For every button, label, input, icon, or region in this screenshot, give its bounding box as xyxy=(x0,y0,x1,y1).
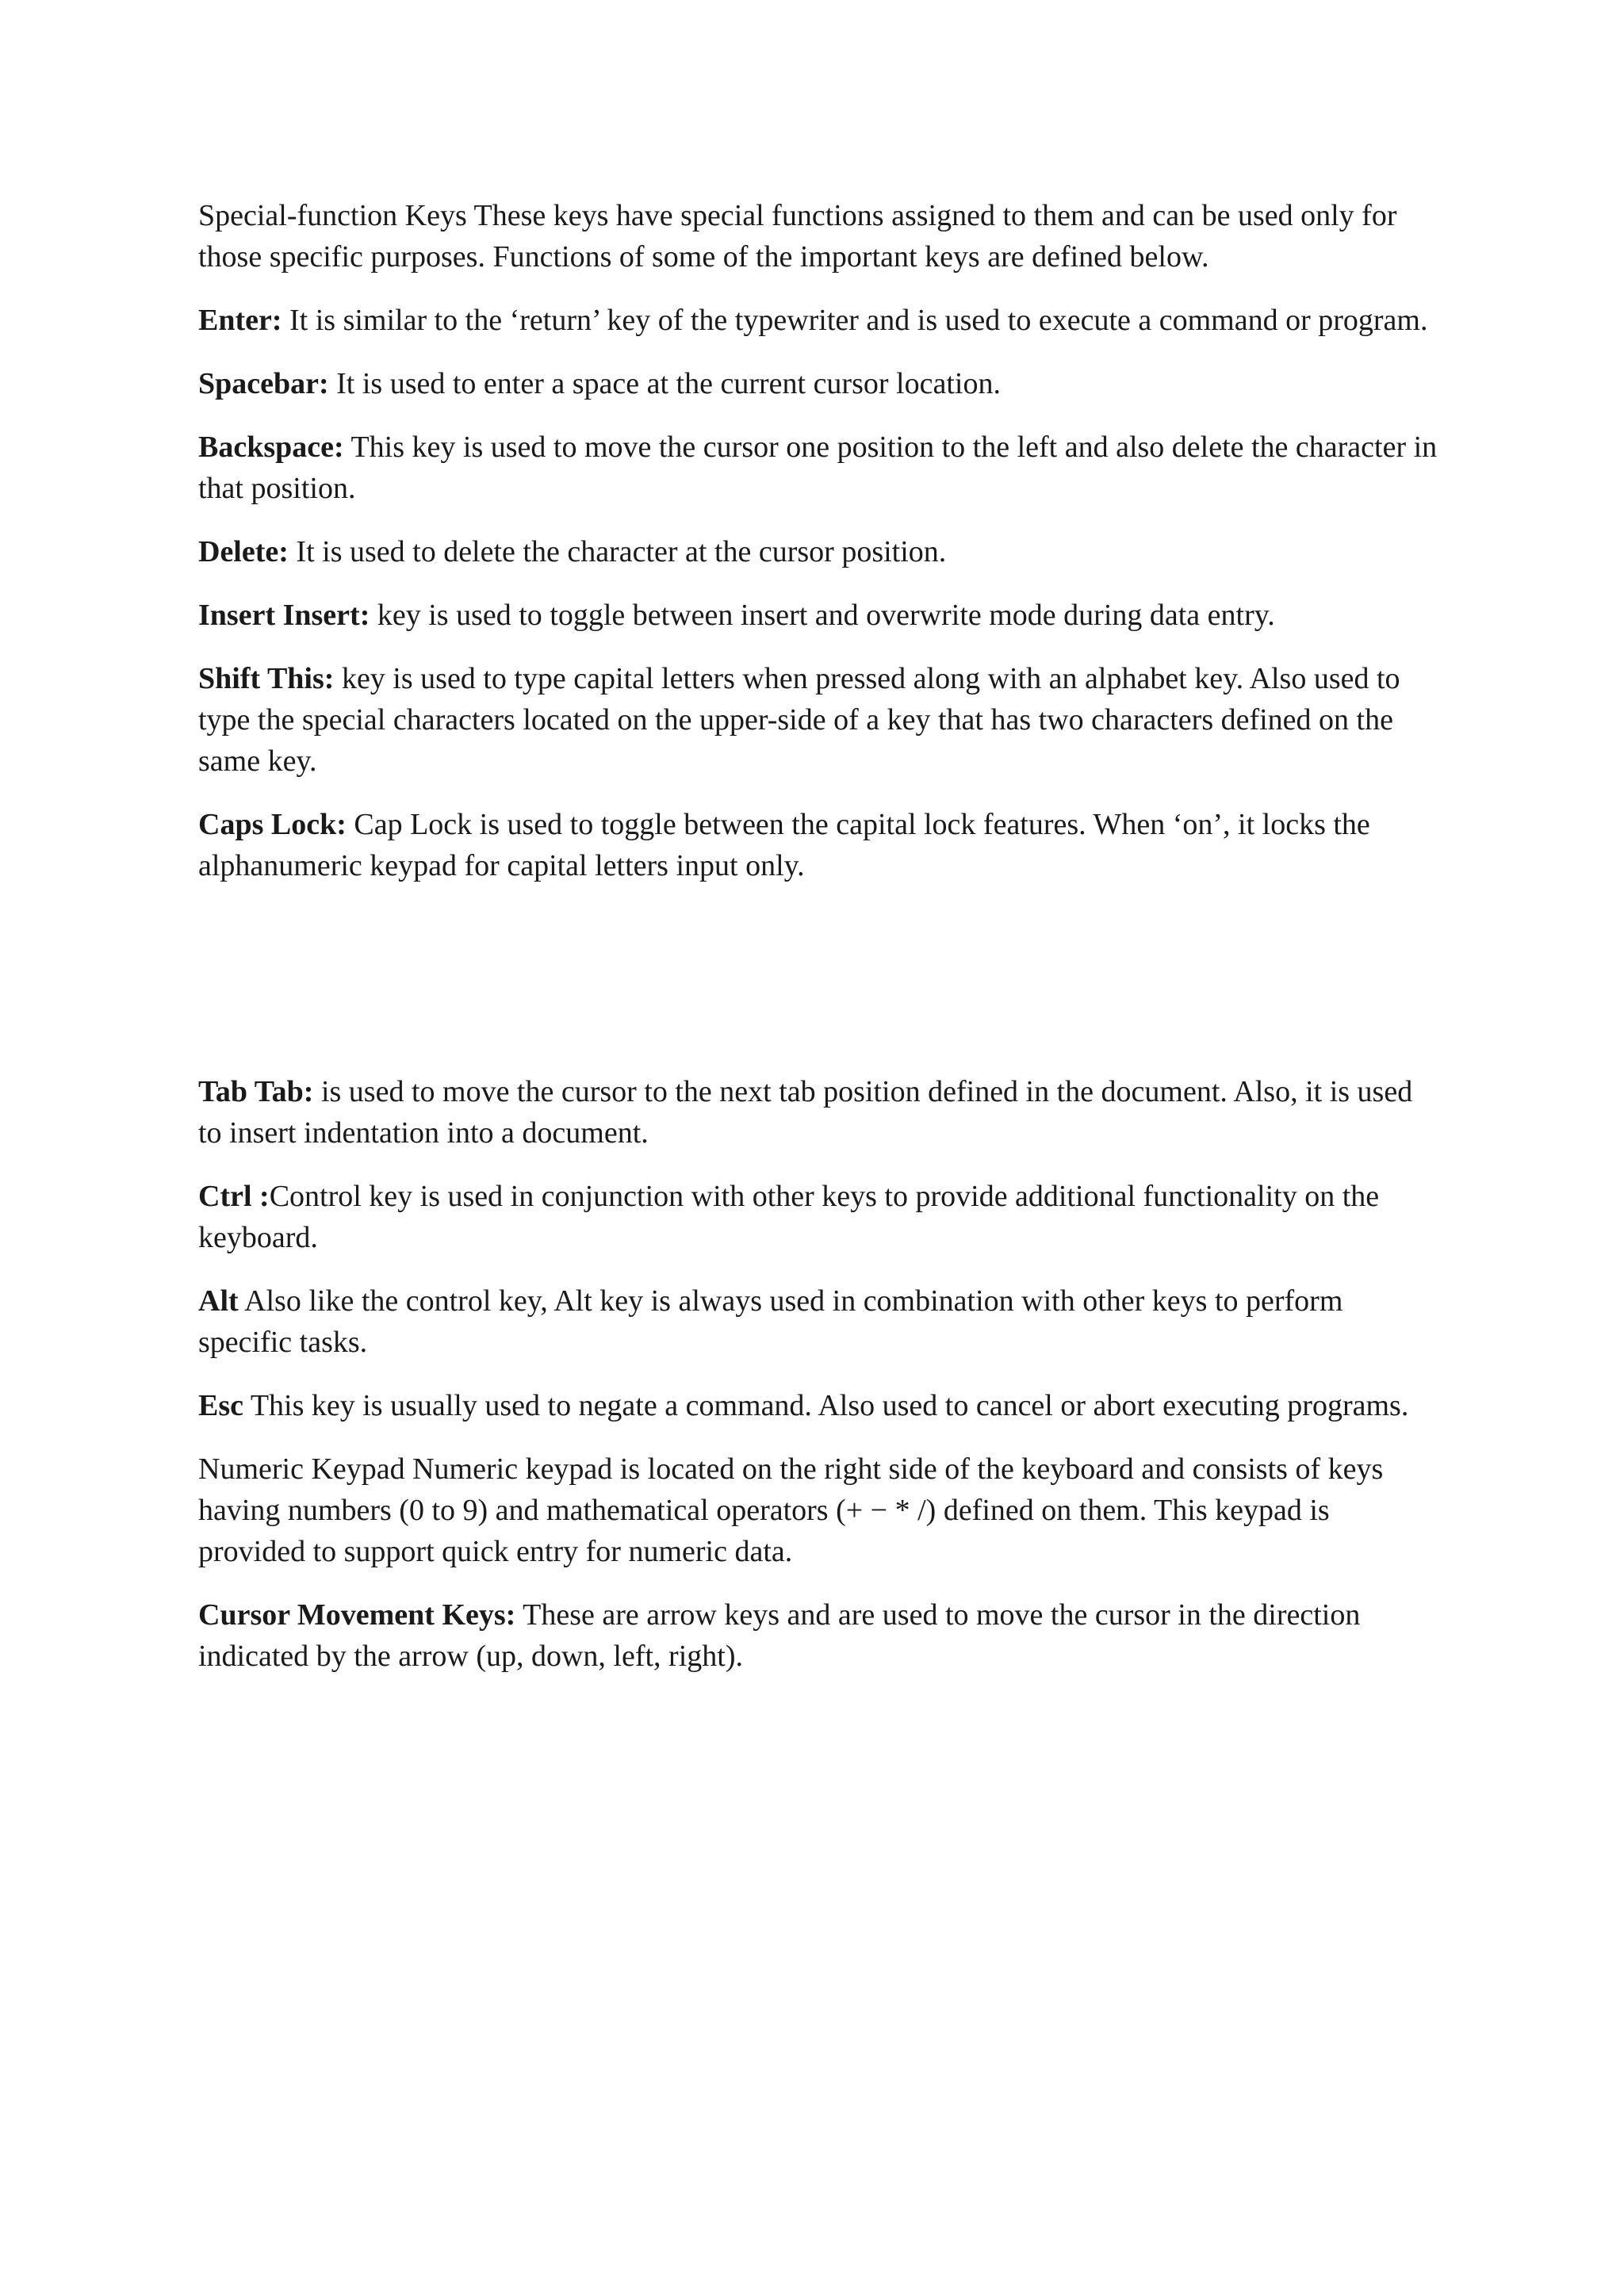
caps-lock-paragraph xyxy=(198,804,1443,886)
delete-text: It is used to delete the character at the cursor position. xyxy=(288,535,947,568)
insert-text: key is used to toggle between insert and overwrite mode during data entry. xyxy=(370,599,1275,632)
alt-term: Alt xyxy=(198,1284,239,1318)
shift-term: Shift This: xyxy=(198,662,335,695)
insert-paragraph xyxy=(198,595,1443,636)
delete-paragraph xyxy=(198,531,1443,572)
spacebar-term: Spacebar: xyxy=(198,367,329,400)
intro-paragraph xyxy=(198,195,1443,277)
delete-term: Delete: xyxy=(198,535,289,568)
cursor-movement-paragraph xyxy=(198,1594,1443,1677)
shift-paragraph xyxy=(198,658,1443,782)
tab-text: is used to move the cursor to the next tab position defined in the document. Also, it is used to insert indentation into a document. xyxy=(198,1075,1413,1150)
spacebar-text: It is used to enter a space at the current cursor location. xyxy=(328,367,1001,400)
esc-term: Esc xyxy=(198,1389,243,1422)
tab-paragraph xyxy=(198,1071,1443,1154)
backspace-term: Backspace: xyxy=(198,430,344,464)
enter-paragraph xyxy=(198,300,1443,341)
enter-term: Enter: xyxy=(198,304,282,337)
esc-text: This key is usually used to negate a command. Also used to cancel or abort executing programs. xyxy=(243,1389,1409,1422)
section-more-keys xyxy=(198,1071,1443,1699)
alt-text: Also like the control key, Alt key is always used in combination with other keys to perform specific tasks. xyxy=(198,1284,1343,1359)
tab-term: Tab Tab: xyxy=(198,1075,314,1108)
caps-lock-term: Caps Lock: xyxy=(198,808,347,841)
numeric-keypad-paragraph xyxy=(198,1448,1443,1572)
shift-text: key is used to type capital letters when pressed along with an alphabet key. Also used to type the special characters located on the upper-side of a key that has two characters defined on the same key. xyxy=(198,662,1400,778)
cursor-movement-text: These are arrow keys and are used to move the cursor in the direction indicated by the arrow (up, down, left, right). xyxy=(198,1598,1361,1673)
section-special-function-keys xyxy=(198,195,1443,909)
numeric-keypad-text: Numeric Keypad Numeric keypad is located on the right side of the keyboard and consists of keys having numbers (0 to 9) and mathematical operators (+ − * /) defined on them. This keypad is provided to support quick entry for numeric data. xyxy=(198,1452,1384,1568)
alt-paragraph xyxy=(198,1280,1443,1363)
cursor-movement-term: Cursor Movement Keys: xyxy=(198,1598,516,1632)
ctrl-text: Control key is used in conjunction with other keys to provide additional functionality on the keyboard. xyxy=(198,1180,1380,1254)
spacebar-paragraph xyxy=(198,363,1443,404)
enter-text: It is similar to the ‘return’ key of the typewriter and is used to execute a command or program. xyxy=(282,304,1428,337)
ctrl-paragraph xyxy=(198,1176,1443,1258)
intro-text: Special-function Keys These keys have special functions assigned to them and can be used only for those specific purposes. Functions of some of the important keys are defined below. xyxy=(198,199,1397,274)
backspace-paragraph xyxy=(198,427,1443,509)
ctrl-term: Ctrl : xyxy=(198,1180,270,1213)
insert-term: Insert Insert: xyxy=(198,599,370,632)
esc-paragraph xyxy=(198,1385,1443,1426)
caps-lock-text: Cap Lock is used to toggle between the capital lock features. When ‘on’, it locks the alphanumeric keypad for capital letters input only. xyxy=(198,808,1370,882)
backspace-text: This key is used to move the cursor one position to the left and also delete the character in that position. xyxy=(198,430,1438,505)
